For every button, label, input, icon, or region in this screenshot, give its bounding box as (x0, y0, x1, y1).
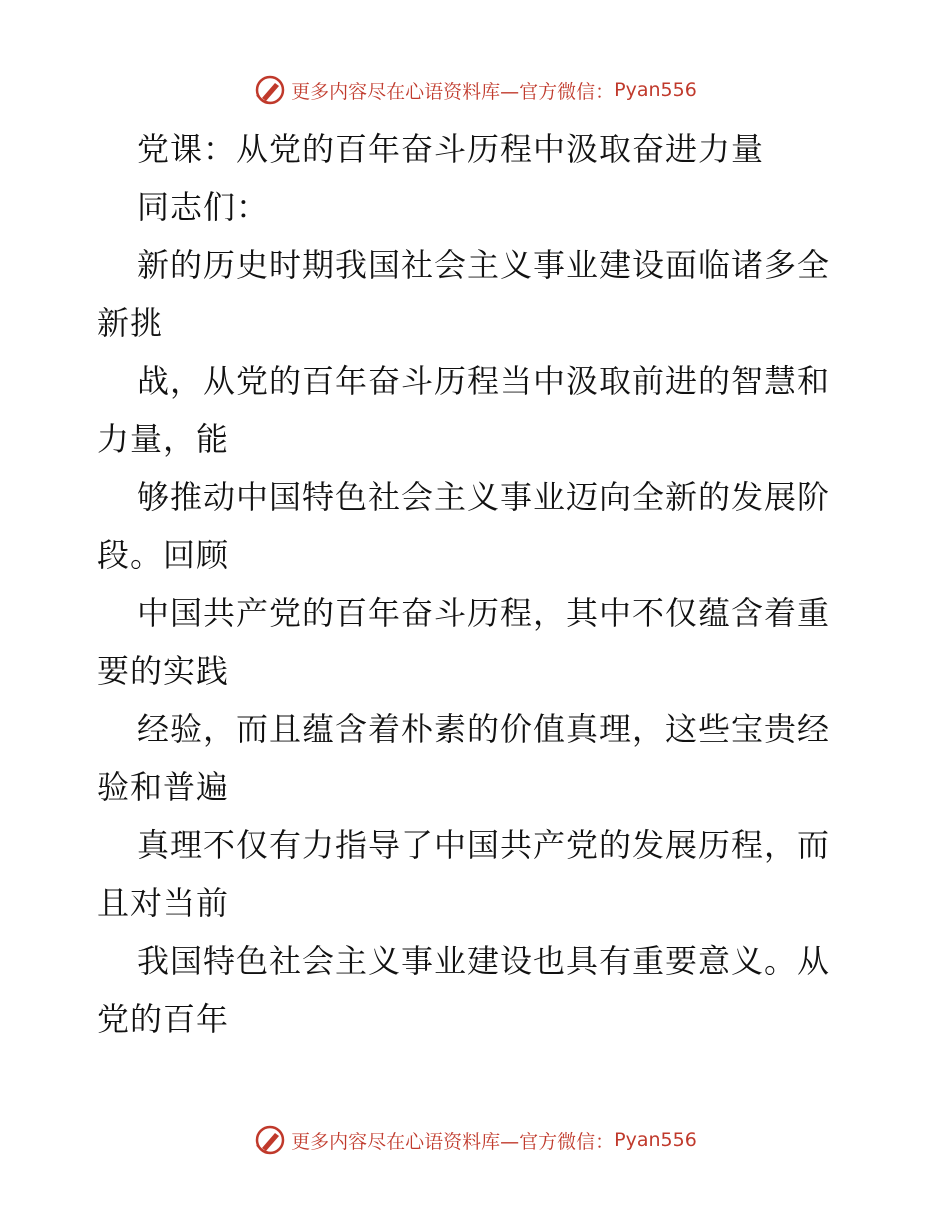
paragraph-line: 验和普遍 (97, 768, 230, 806)
wechat-id: Pyan556 (614, 79, 697, 101)
pen-logo-icon (253, 1123, 287, 1157)
paragraph-line: 要的实践 (97, 652, 230, 690)
paragraph-line: 真理不仅有力指导了中国共产党的发展历程，而 (137, 826, 831, 864)
paragraph-line: 够推动中国特色社会主义事业迈向全新的发展阶 (137, 478, 831, 516)
paragraph-line: 新挑 (97, 304, 164, 342)
paragraph-line: 力量，能 (97, 420, 230, 458)
banner-text: 更多内容尽在心语资料库—官方微信： (291, 80, 615, 103)
paragraph-line: 战，从党的百年奋斗历程当中汲取前进的智慧和 (137, 362, 831, 400)
paragraph-line: 我国特色社会主义事业建设也具有重要意义。从 (137, 942, 831, 980)
paragraph-line: 新的历史时期我国社会主义事业建设面临诸多全 (137, 246, 831, 284)
paragraph-line: 经验，而且蕴含着朴素的价值真理，这些宝贵经 (137, 710, 831, 748)
footer-watermark (0, 1120, 950, 1160)
paragraph-line: 且对当前 (97, 884, 230, 922)
paragraph-line: 中国共产党的百年奋斗历程，其中不仅蕴含着重 (137, 594, 831, 632)
paragraph-line: 党的百年 (97, 1000, 230, 1038)
document-title: 党课：从党的百年奋斗历程中汲取奋进力量 (137, 130, 765, 168)
pen-logo-icon (253, 73, 287, 107)
wechat-id: Pyan556 (614, 1129, 697, 1151)
banner-text: 更多内容尽在心语资料库—官方微信： (291, 1130, 615, 1153)
header-watermark (0, 70, 950, 110)
salutation: 同志们： (137, 188, 270, 226)
document-body (97, 120, 857, 1048)
paragraph-line: 段。回顾 (97, 536, 230, 574)
